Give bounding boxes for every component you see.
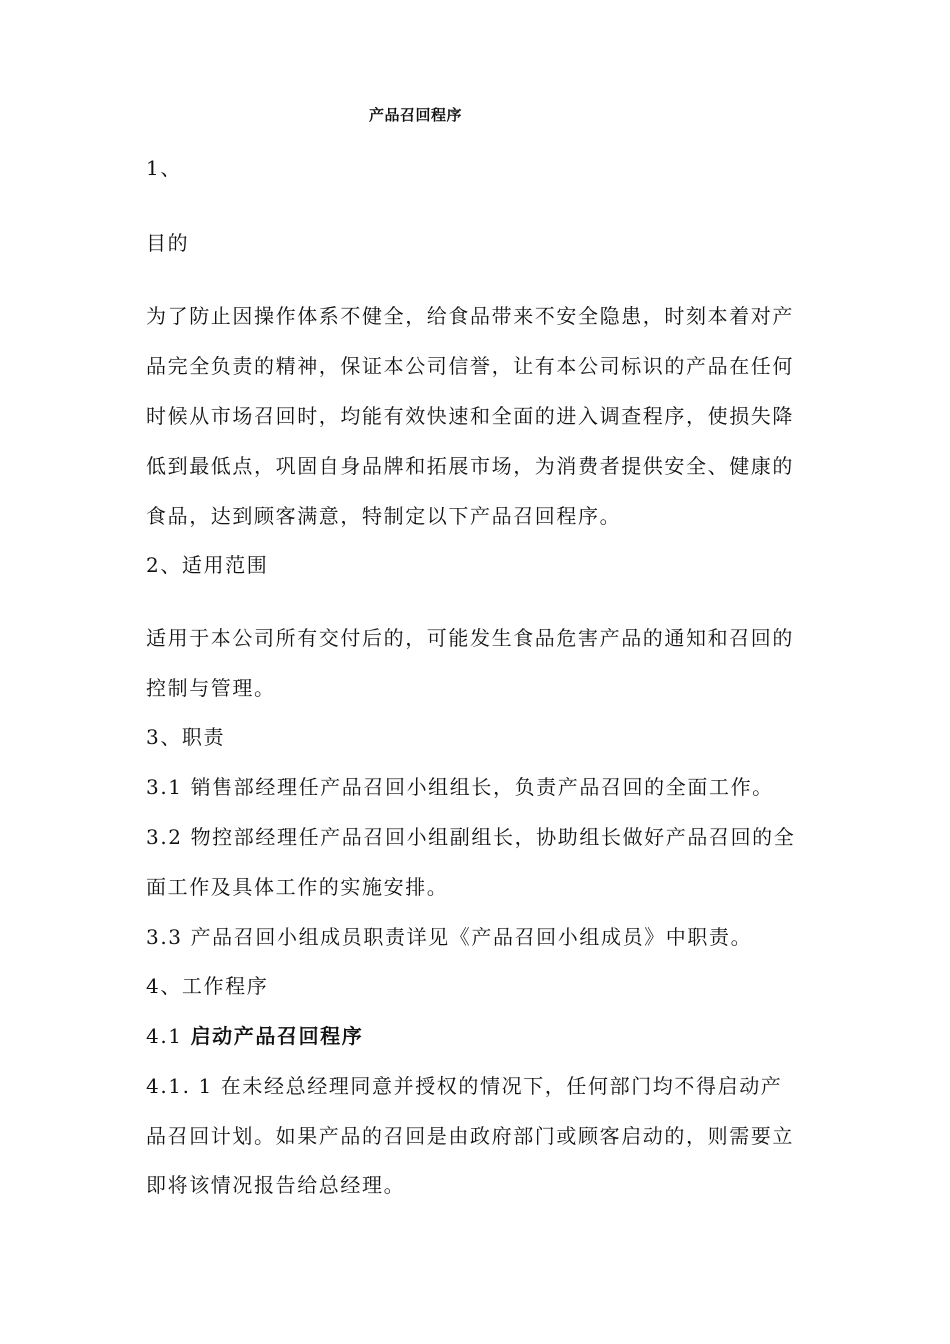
section-3-heading: 3、职责 bbox=[146, 725, 226, 749]
clause-4-1-1-continued: 品召回计划。如果产品的召回是由政府部门或顾客启动的，则需要立 bbox=[146, 1124, 794, 1148]
clause-4-1-1: 4.1. 1 在未经总经理同意并授权的情况下，任何部门均不得启动产 bbox=[146, 1074, 783, 1098]
paragraph-line: 食品，达到顾客满意，特制定以下产品召回程序。 bbox=[146, 504, 622, 528]
subsection-4-1-heading bbox=[146, 1023, 363, 1049]
clause-3-1: 3.1 销售部经理任产品召回小组组长，负责产品召回的全面工作。 bbox=[146, 775, 774, 799]
clause-3-3: 3.3 产品召回小组成员职责详见《产品召回小组成员》中职责。 bbox=[146, 925, 753, 949]
paragraph-line: 低到最低点，巩固自身品牌和拓展市场，为消费者提供安全、健康的 bbox=[146, 454, 794, 478]
section-1-heading: 目的 bbox=[146, 231, 190, 255]
clause-3-2-continued: 面工作及具体工作的实施安排。 bbox=[146, 875, 449, 899]
document-title: 产品召回程序 bbox=[369, 106, 463, 124]
paragraph-line: 时候从市场召回时，均能有效快速和全面的进入调查程序，使损失降 bbox=[146, 404, 794, 428]
paragraph-line: 为了防止因操作体系不健全，给食品带来不安全隐患，时刻本着对产 bbox=[146, 304, 794, 328]
paragraph-line: 品完全负责的精神，保证本公司信誉，让有本公司标识的产品在任何 bbox=[146, 354, 794, 378]
clause-4-1-1-continued: 即将该情况报告给总经理。 bbox=[146, 1173, 406, 1197]
clause-3-2: 3.2 物控部经理任产品召回小组副组长，协助组长做好产品召回的全 bbox=[146, 825, 796, 849]
section-4-heading: 4、工作程序 bbox=[146, 974, 269, 998]
paragraph-line: 控制与管理。 bbox=[146, 676, 276, 700]
subsection-4-1-number: 4.1 bbox=[146, 1024, 191, 1048]
paragraph-line: 适用于本公司所有交付后的，可能发生食品危害产品的通知和召回的 bbox=[146, 626, 794, 650]
section-1-number: 1、 bbox=[146, 156, 182, 180]
subsection-4-1-title: 启动产品召回程序 bbox=[190, 1024, 364, 1048]
section-2-heading: 2、适用范围 bbox=[146, 553, 269, 577]
